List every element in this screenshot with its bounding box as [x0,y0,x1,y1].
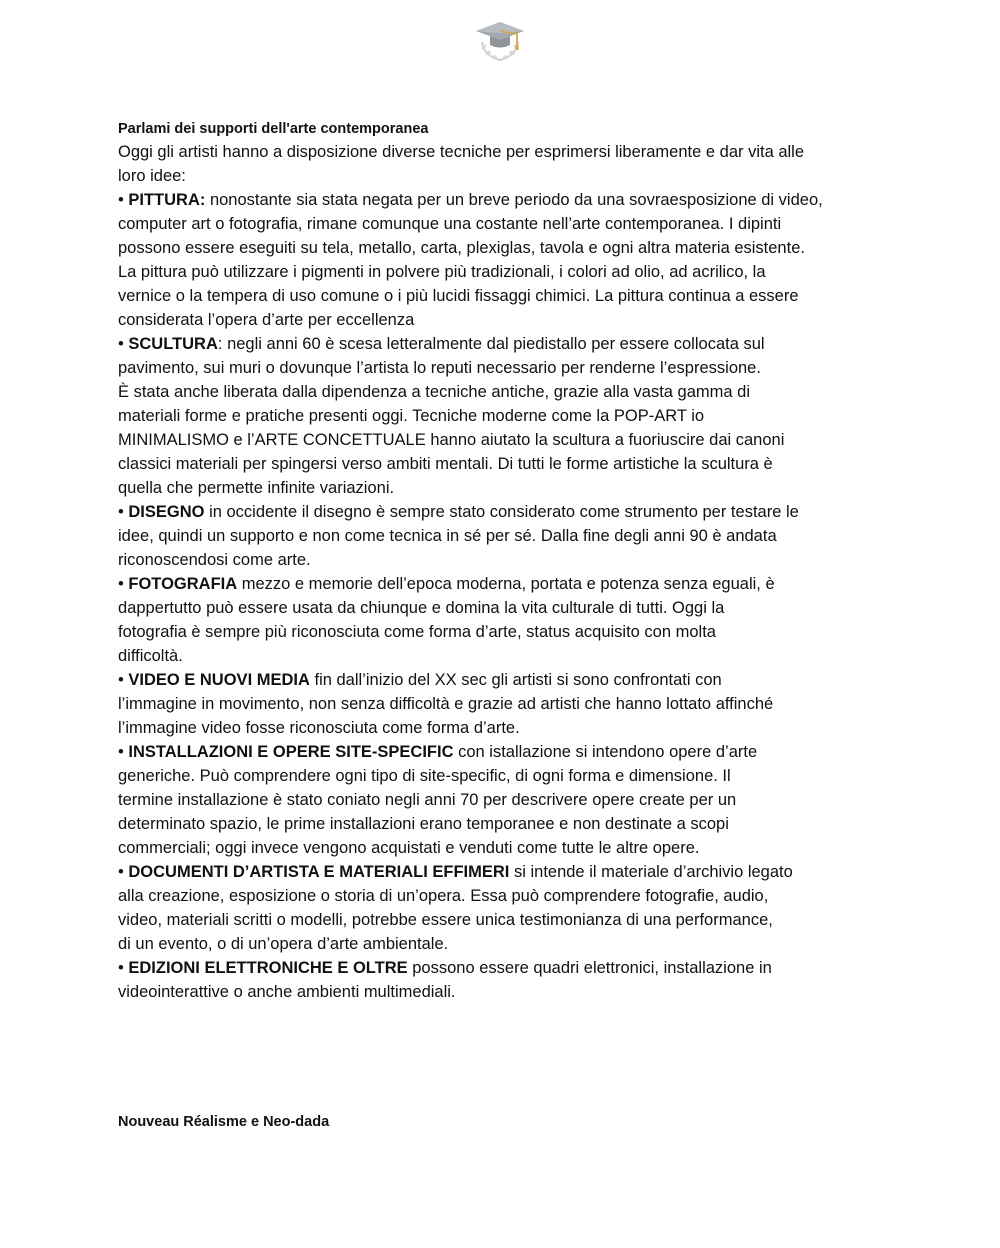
intro-paragraph [118,140,898,188]
text-line: videointerattive o anche ambienti multimediali. [118,983,456,1001]
item-text: possono essere quadri elettronici, installazione in [407,959,772,977]
item-heading: VIDEO E NUOVI MEDIA [128,671,310,689]
item-text: : negli anni 60 è scesa letteralmente dal piedistallo per essere collocata sul [217,335,765,353]
bullet: • [118,575,124,593]
text-line: La pittura può utilizzare i pigmenti in polvere più tradizionali, i colori ad olio, ad acrilico, la [118,263,766,281]
list-item-documenti [118,860,898,956]
bullet: • [118,335,124,353]
text-line: alla creazione, esposizione o storia di un’opera. Essa può comprendere fotografie, audio, [118,887,769,905]
item-text: nonostante sia stata negata per un breve periodo da una sovraesposizione di video, [205,191,823,209]
text-line: possono essere eseguiti su tela, metallo, carta, plexiglas, tavola e ogni altra materia esistente. [118,239,805,257]
list-item-video [118,668,898,740]
bullet: • [118,863,124,881]
text-line: considerata l’opera d’arte per eccellenza [118,311,415,329]
text-line: difficoltà. [118,647,183,665]
bullet: • [118,959,124,977]
text-line: determinato spazio, le prime installazioni erano temporanee e non destinate a scopi [118,815,729,833]
text-line: generiche. Può comprendere ogni tipo di site-specific, di ogni forma e dimensione. Il [118,767,731,785]
item-heading: INSTALLAZIONI E OPERE SITE-SPECIFIC [128,743,454,761]
bullet: • [118,743,124,761]
text-line: idee, quindi un supporto e non come tecnica in sé per sé. Dalla fine degli anni 90 è andata [118,527,777,545]
text-line: l’immagine in movimento, non senza difficoltà e grazie ad artisti che hanno lottato affinché [118,695,774,713]
list-item-scultura [118,332,898,500]
bullet: • [118,671,124,689]
item-text: con istallazione si intendono opere d’arte [453,743,758,761]
text-line: quella che permette infinite variazioni. [118,479,395,497]
question-title: Parlami dei supporti dell'arte contemporanea [118,121,429,137]
text-line: È stata anche liberata dalla dipendenza a tecniche antiche, grazie alla vasta gamma di [118,383,750,401]
item-text: mezzo e memorie dell’epoca moderna, portata e potenza senza eguali, è [237,575,775,593]
list-item-pittura [118,188,898,332]
text-line: computer art o fotografia, rimane comunque una costante nell’arte contemporanea. I dipinti [118,215,782,233]
text-line: riconoscendosi come arte. [118,551,311,569]
text-line: l’immagine video fosse riconosciuta come forma d’arte. [118,719,520,737]
text-line: vernice o la tempera di uso comune o i più lucidi fissaggi chimici. La pittura continua a essere [118,287,799,305]
text-line: Oggi gli artisti hanno a disposizione diverse tecniche per esprimersi liberamente e dar vita alle [118,143,805,161]
text-line: classici materiali per spingersi verso ambiti mentali. Di tutti le forme artistiche la scultura è [118,455,773,473]
item-heading: FOTOGRAFIA [128,575,238,593]
item-heading: PITTURA: [128,191,206,209]
item-heading: DISEGNO [128,503,205,521]
list-item-disegno [118,500,898,572]
item-text: fin dall’inizio del XX sec gli artisti si sono confrontati con [309,671,722,689]
text-line: loro idee: [118,167,186,185]
list-item-installazioni [118,740,898,860]
text-line: dappertutto può essere usata da chiunque e domina la vita culturale di tutti. Oggi la [118,599,725,617]
bullet: • [118,191,124,209]
list-item-edizioni [118,956,898,1004]
answer-body [118,118,898,1004]
graduation-cap-icon [472,16,528,64]
text-line: termine installazione è stato coniato negli anni 70 per descrivere opere create per un [118,791,737,809]
bullet: • [118,503,124,521]
item-text: si intende il materiale d’archivio legato [509,863,793,881]
item-heading: SCULTURA [128,335,218,353]
text-line: MINIMALISMO e l’ARTE CONCETTUALE hanno aiutato la scultura a fuoriuscire dai canoni [118,431,785,449]
list-item-fotografia [118,572,898,668]
next-section-title: Nouveau Réalisme e Neo-dada [118,1114,330,1130]
item-heading: EDIZIONI ELETTRONICHE E OLTRE [128,959,408,977]
item-text: in occidente il disegno è sempre stato considerato come strumento per testare le [204,503,799,521]
text-line: materiali forme e pratiche presenti oggi. Tecniche moderne come la POP-ART io [118,407,705,425]
text-line: fotografia è sempre più riconosciuta come forma d’arte, status acquisito con molta [118,623,716,641]
text-line: video, materiali scritti o modelli, potrebbe essere unica testimonianza di una performance, [118,911,773,929]
text-line: commerciali; oggi invece vengono acquistati e venduti come tutte le altre opere. [118,839,700,857]
text-line: pavimento, sui muri o dovunque l’artista lo reputi necessario per renderne l’espressione. [118,359,761,377]
item-heading: DOCUMENTI D’ARTISTA E MATERIALI EFFIMERI [128,863,510,881]
text-line: di un evento, o di un’opera d’arte ambientale. [118,935,449,953]
